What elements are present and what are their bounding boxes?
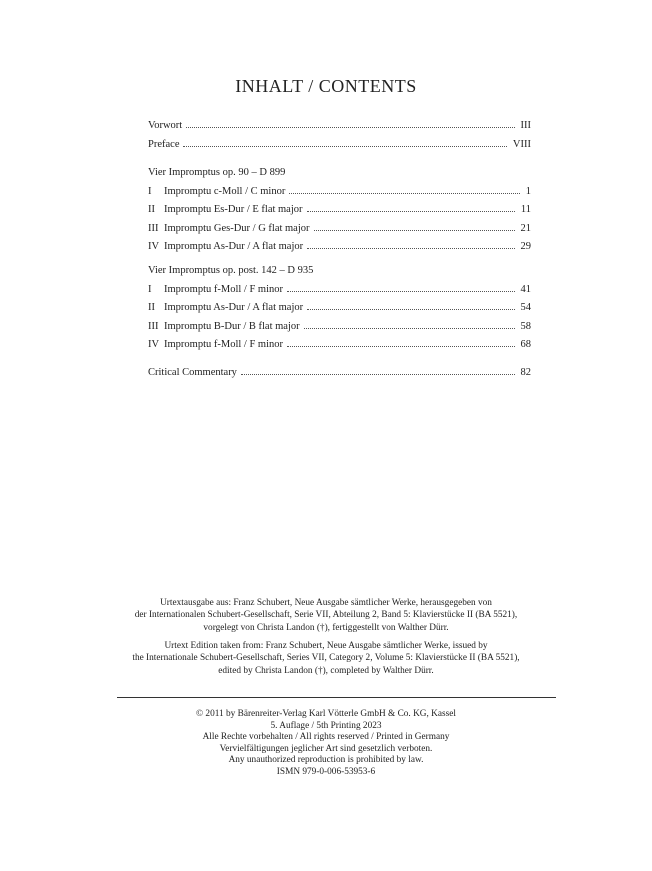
toc-entry [148, 186, 531, 205]
reproduction-line-de: Vervielfältigungen jeglicher Art sind gesetzlich verboten. [219, 743, 433, 754]
toc-entry [148, 339, 531, 358]
toc-entry-page: VIII [512, 138, 531, 150]
toc-entry [148, 204, 531, 223]
toc-entry-number: IV [148, 241, 160, 252]
rights-line: Alle Rechte vorbehalten / All rights reserved / Printed in Germany [202, 732, 450, 742]
toc-entry-preface [148, 139, 531, 158]
copyright-block [100, 709, 552, 778]
toc-entry-page: 58 [520, 320, 531, 332]
printing-line: 5. Auflage / 5th Printing 2023 [270, 720, 382, 731]
note-line: der Internationalen Schubert-Gesellschaft, Serie VII, Abteilung 2, Band 5: Klavierstücke II (BA 5521), [134, 610, 518, 621]
toc-entry [148, 302, 531, 321]
toc-entry-label: Impromptu f-Moll / F minor [164, 339, 283, 350]
toc-entry-vorwort [148, 120, 531, 139]
dot-leader [186, 127, 514, 128]
note-line: edited by Christa Landon (†), completed by Walther Dürr. [218, 665, 434, 676]
section-op142 [148, 265, 531, 358]
toc-entry-number: III [148, 222, 159, 234]
urtext-note-german [100, 597, 552, 634]
toc-entry-number: II [148, 204, 155, 215]
commentary-list [148, 367, 531, 386]
note-line: Urtextausgabe aus: Franz Schubert, Neue Ausgabe sämtlicher Werke, herausgegeben von [160, 598, 492, 608]
toc-entry-page: 1 [525, 185, 531, 197]
toc-entry [148, 223, 531, 242]
section-heading: Vier Impromptus op. 90 – D 899 [148, 167, 286, 178]
toc-entry-page: 29 [520, 241, 531, 252]
dot-leader [183, 146, 506, 147]
toc-entry-number: III [148, 320, 159, 332]
dot-leader [307, 248, 514, 249]
note-line: Urtext Edition taken from: Franz Schubert, Neue Ausgabe sämtlicher Werke, issued by [164, 641, 488, 651]
dot-leader [287, 346, 515, 347]
reproduction-line-en: Any unauthorized reproduction is prohibited by law. [228, 755, 424, 765]
toc-entry-page: 41 [520, 283, 531, 295]
toc-entry-label: Impromptu c-Moll / C minor [164, 185, 286, 197]
toc-entry-label: Critical Commentary [148, 367, 237, 378]
toc-entry-page: 68 [520, 339, 531, 350]
front-matter-list [148, 120, 531, 157]
toc-entry [148, 241, 531, 260]
toc-entry-number: I [148, 185, 152, 197]
toc-entry-label: Vorwort [148, 120, 183, 131]
toc-entry-label: Impromptu B-Dur / B flat major [164, 320, 300, 332]
dot-leader [304, 328, 515, 329]
toc-entry-label: Impromptu As-Dur / A flat major [164, 241, 304, 252]
dot-leader [307, 309, 514, 310]
toc-entry-commentary [148, 367, 531, 386]
dot-leader [314, 230, 515, 231]
urtext-note-english [100, 640, 552, 677]
toc-entry-page: 21 [520, 222, 531, 234]
toc-entry-label: Impromptu f-Moll / F minor [164, 283, 283, 295]
toc-entry-number: I [148, 283, 152, 295]
toc-entry-number: II [148, 302, 155, 313]
dot-leader [289, 193, 519, 194]
toc-entry-page: 54 [520, 302, 531, 313]
toc-entry-number: IV [148, 339, 160, 350]
copyright-line: © 2011 by Bärenreiter-Verlag Karl Vötterle GmbH & Co. KG, Kassel [196, 709, 456, 719]
section-heading: Vier Impromptus op. post. 142 – D 935 [148, 265, 314, 276]
section-op90 [148, 167, 531, 260]
toc-entry-page: III [520, 120, 531, 131]
dot-leader [287, 291, 515, 292]
toc-entry-label: Impromptu Ges-Dur / G flat major [164, 222, 310, 234]
dot-leader [241, 374, 515, 375]
ismn-line: ISMN 979-0-006-53953-6 [276, 766, 376, 777]
note-line: vorgelegt von Christa Landon (†), fertiggestellt von Walther Dürr. [203, 622, 449, 633]
toc-entry-page: 82 [520, 367, 531, 378]
page-title: INHALT / CONTENTS [235, 76, 417, 96]
toc-entry [148, 284, 531, 303]
toc-entry-label: Impromptu Es-Dur / E flat major [164, 204, 303, 215]
toc-entry-page: 11 [520, 204, 531, 215]
toc-entry-label: Impromptu As-Dur / A flat major [164, 302, 304, 313]
dot-leader [307, 211, 515, 212]
toc-entry-label: Preface [148, 138, 180, 150]
note-line: the Internationale Schubert-Gesellschaft, Series VII, Category 2, Volume 5: Klavierstücke II (BA 5521), [132, 653, 520, 664]
toc-entry [148, 321, 531, 340]
divider [117, 697, 556, 698]
